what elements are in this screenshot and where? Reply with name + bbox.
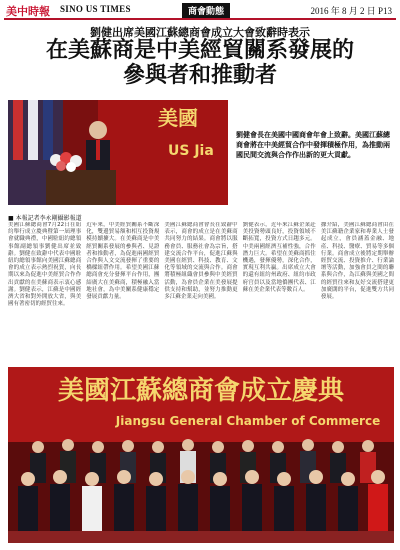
masthead [4, 2, 396, 20]
photo-caption-right: 劉健會長在美國中國商會年會上致辭。美國江蘇總商會將在中美經貿合作中發揮積極作用，為推動兩國民間交流與合作作出新的更大貢獻。 [236, 131, 390, 159]
date-page: 2016 年 8 月 2 日 P13 [310, 6, 392, 16]
article-column: 美國江蘇總商會會長在致辭中表示，商會的成立是在美蘇商共同努力的結果。商會將以服務會員、服務社會為宗旨，搭建交流合作平台，促進江蘇與美國在經貿、科技、教育、文化等領域的交流與合作。商會將積極組織會員參與中美經貿活動，為會員企業在美發展提供支持和幫助，並努力推動更多江蘇企業走向美國。 [164, 222, 238, 301]
headline-line-2: 參與者和推動者 [122, 63, 277, 88]
section-label: 商會動態 [182, 3, 230, 18]
article-column: 劉健表示，近年來江蘇企業赴美投資勢頭良好，投資領域不斷拓寬，投資方式日趨多元。中美兩國經濟互補性強，合作潛力巨大。希望在美蘇商抓住機遇，發揮優勢，深化合作，實現互利共贏。出席成立大會的還有紐約州政府、紐約市政府官員以及當地僑團代表、江蘇在美企業代表等數百人。 [242, 222, 316, 293]
kicker: 劉健出席美國江蘇總商會成立大會致辭時表示 [90, 26, 310, 39]
group-photo [8, 367, 394, 543]
group-photo-illustration [8, 367, 394, 543]
headline [0, 38, 400, 88]
speaker-photo [8, 100, 228, 205]
banner-english: Jiangsu General Chamber of Commerce [115, 414, 381, 428]
photo-caption-left: ■ 本報記者李永剛攝影報道 [8, 215, 82, 222]
article-column: 近年來，中美經貿關系不斷深化，雙邊貿易額和相互投資規模持續擴大。在美蘇商是中美經貿關系發展的參與者、見證者和推動者，為促進兩國經貿合作與人文交流發揮了重要的橋樑紐帶作用。希望美國江蘇總商會充分發揮平台作用，團結廣大在美蘇商，積極融入當地社會，為中美關系健康穩定發展貢獻力量。 [86, 222, 160, 301]
headline-line-1: 在美蘇商是中美經貿關系發展的 [45, 38, 354, 63]
banner-title: 美國江蘇總商會成立慶典 [57, 376, 345, 406]
article-body [8, 222, 394, 360]
article-column: 據介紹，美國江蘇總商會由在美江蘇籍企業家和專業人士發起成立，會員涵蓋金融、地產、科技、醫療、貿易等多個行業。商會成立後將定期舉辦經貿交流、投資推介、行業論壇等活動，加強會員之間的聯系與合作，為江蘇與美國之間的經貿往來和友好交流搭建更加廣闊的平台，促進雙方共同發展。 [320, 222, 395, 301]
svg-text:美國: 美國 [158, 106, 198, 130]
masthead-chinese: 美中時報 [6, 5, 50, 18]
svg-text:US Jia: US Jia [168, 143, 214, 159]
masthead-english: SINO US TIMES [60, 4, 131, 14]
speaker-photo-illustration [8, 100, 228, 205]
article-column: 美國江蘇總商會7月22日在紐約舉行成立慶典暨第一屆理事會就職典禮，中國駐紐約總領事館副總領事劉健出席並致辭。劉健在致辭中代表中國駐紐約總領事館向美國江蘇總商會的成立表示熱烈祝賀，向長期以來為促進中美經貿合作作出貢獻的在美蘇商表示衷心感謝。劉健表示，江蘇是中國經濟大省和對外開放大省，與美國有著密切的經貿往來。 [8, 222, 82, 308]
